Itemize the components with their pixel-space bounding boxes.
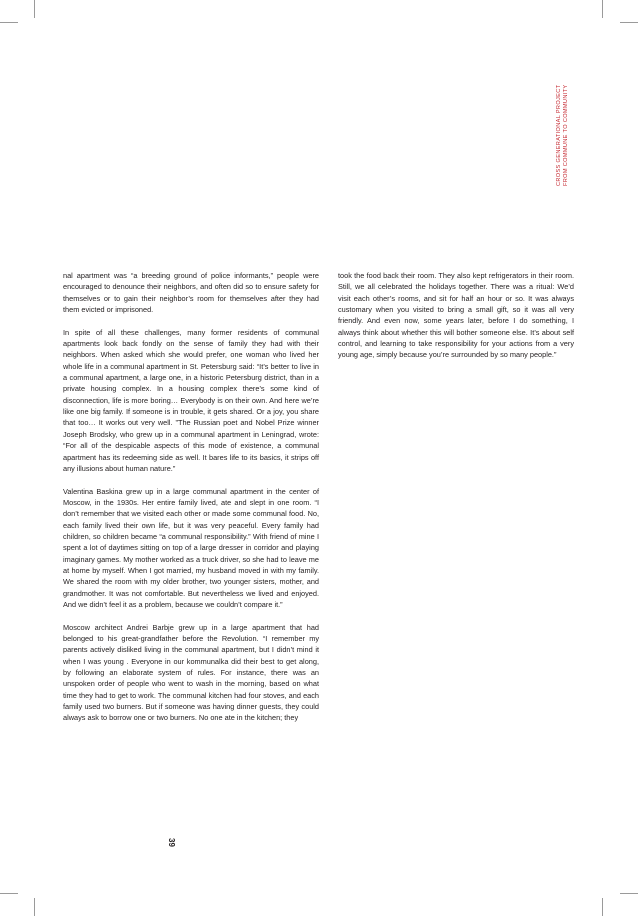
running-head	[556, 56, 570, 186]
crop-mark	[620, 893, 638, 894]
left-text-column	[63, 270, 319, 735]
crop-mark	[602, 898, 603, 916]
page-number: 39	[167, 838, 176, 847]
body-paragraph: Valentina Baskina grew up in a large communal apartment in the center of Moscow, in the 1930s. Her entire family lived, ate and slept in one room. “I don’t remember that we visited each other or made some communal food. No, each family lived their own life, but it was very peaceful. Every family had children, so children became “a communal responsibility.” With friend of mine I spent a lot of daytimes sitting on top of a large dresser in corridor and playing imaginary games. My mother worked as a truck driver, so she had to leave me at home by myself. When I got married, my husband moved in with my family. We shared the room with my older brother, two younger sisters, mother, and grandmother. It was not comfortable. But nevertheless we lived and enjoyed. And we didn’t feel it as a problem, because we couldn’t compare it.”	[63, 486, 319, 609]
crop-mark	[620, 22, 638, 23]
crop-mark	[34, 0, 35, 18]
body-paragraph: nal apartment was “a breeding ground of police informants,” people were encouraged to denounce their neighbors, and often did so to ensure safety for themselves or to gain their neighbor’s room for themselves after they had them evicted or imprisoned.	[63, 271, 319, 315]
body-paragraph: In spite of all these challenges, many former residents of communal apartments look back fondly on the sense of family they had with their neighbors. When asked which she would prefer, one woman who lived her whole life in a communal apartment in St. Petersburg said: “It’s better to live in a communal apartment, a large one, in a historic Petersburg district, than in a private housing complex. In a housing complex there’s some kind of disconnection, life is more boring… Everybody is on their own. And here we’re like one big family. If someone is in trouble, it gets shared. Or a joy, you share that too… It works out very well. ”The Russian poet and Nobel Prize winner Joseph Brodsky, who grew up in a communal apartment in Leningrad, wrote: “For all of the despicable aspects of this mode of existence, a communal apartment has its redeeming side as well. It bares life to its basics, it strips off any illusions about human nature.”	[63, 327, 319, 473]
crop-mark	[602, 0, 603, 18]
crop-mark	[34, 898, 35, 916]
crop-mark	[0, 22, 18, 23]
right-text-column	[338, 270, 574, 372]
running-head-project: CROSS GENERATIONAL PROJECT	[556, 84, 562, 186]
body-paragraph: Moscow architect Andrei Barbje grew up in a large apartment that had belonged to his great-grandfather before the Revolution. “I remember my parents actively disliked living in the communal apartment, but I didn’t mind it when I was young . Everyone in our kommunalka did their best to get along, by following an elaborate system of rules. For instance, there was an unspoken order of people who went to wash in the morning, based on what time they had to get to work. The communal kitchen had four stoves, and each family used two burners. But if someone was having dinner guests, they could always ask to borrow one or two burners. No one ate in the kitchen; they	[63, 622, 319, 723]
running-head-subtitle: FROM COMMUNE TO COMMUNITY	[563, 84, 569, 186]
crop-mark	[0, 893, 18, 894]
body-paragraph: took the food back their room. They also kept refrigerators in their room. Still, we all celebrated the holidays together. There was a ritual: We’d visit each other’s rooms, and sit for half an hour or so. It was always customary when you visited to bring a small gift, so it was all very friendly. And even now, some years later, before I do something, I always think about whether this will bother someone else. It’s about self control, and learning to take responsibility for your actions from a very young age, simply because you’re surrounded by so many people.”	[338, 271, 574, 360]
